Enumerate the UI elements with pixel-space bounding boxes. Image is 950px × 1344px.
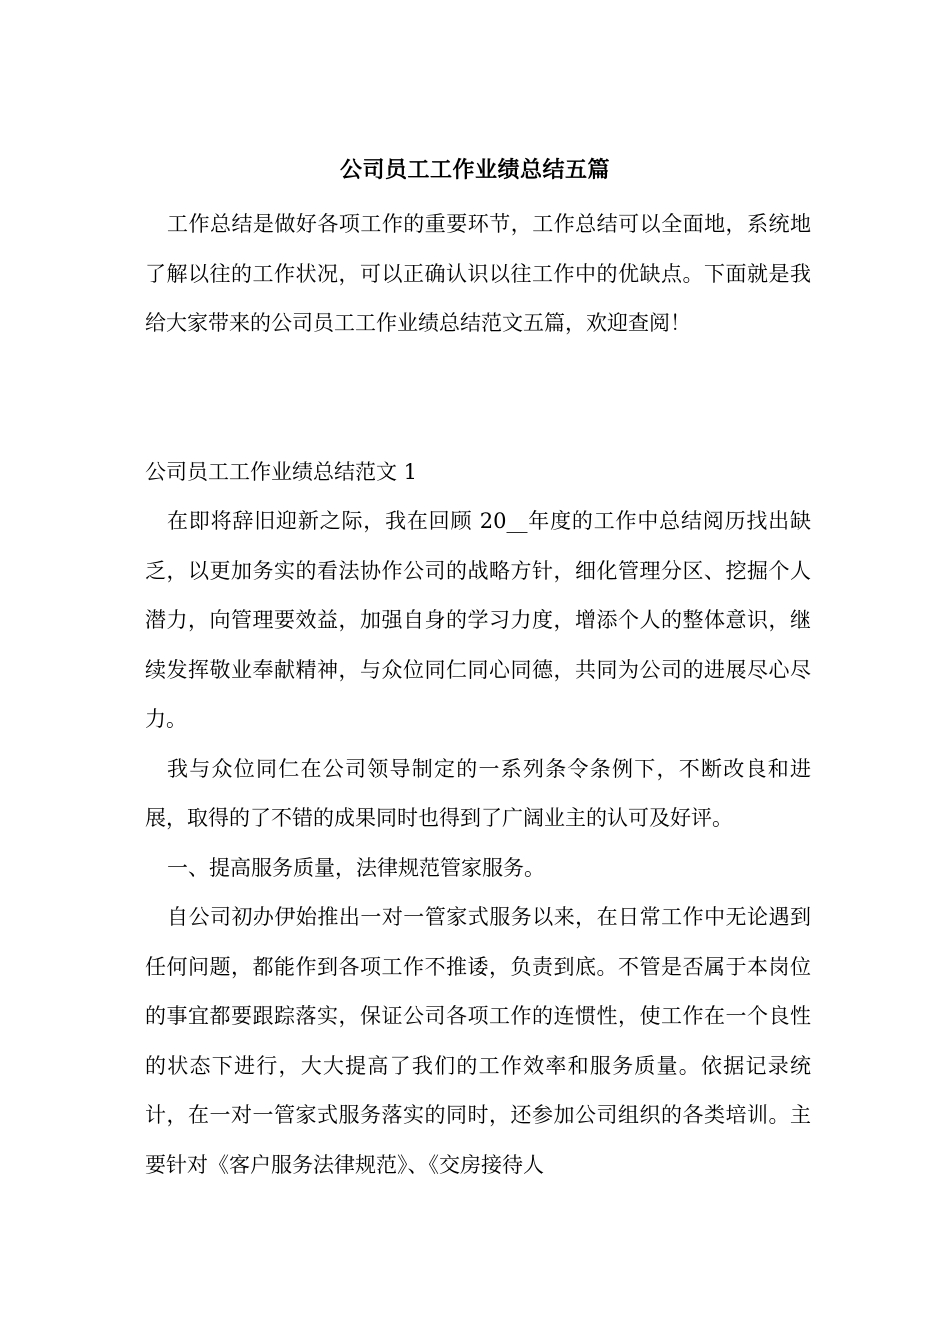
section-heading: 公司员工工作业绩总结范文 1: [145, 460, 418, 484]
intro-paragraph: 工作总结是做好各项工作的重要环节，工作总结可以全面地，系统地了解以往的工作状况，可以正确认识以往工作中的优缺点。下面就是我给大家带来的公司员工工作业绩总结范文五篇，欢迎查阅！: [145, 212, 811, 335]
document-title: 公司员工工作业绩总结五篇: [339, 157, 610, 183]
body-paragraph-2: 我与众位同仁在公司领导制定的一系列条令条例下，不断改良和进展，取得的了不错的成果同时也得到了广阔业主的认可及好评。: [145, 756, 811, 830]
body-paragraph-3: 一、提高服务质量，法律规范管家服务。: [167, 855, 545, 880]
body-paragraph-4: 自公司初办伊始推出一对一管家式服务以来，在日常工作中无论遇到任何问题，都能作到各项工作不推诿，负责到底。不管是否属于本岗位的事宜都要跟踪落实，保证公司各项工作的连惯性，使工作在一个良性的状态下进行，大大提高了我们的工作效率和服务质量。依据记录统计，在一对一管家式服务落实的同时，还参加公司组织的各类培训。主要针对《客户服务法律规范》、《交房接待人: [145, 905, 811, 1177]
body-paragraph-1: 在即将辞旧迎新之际，我在回顾 20__年度的工作中总结阅历找出缺乏，以更加务实的看法协作公司的战略方针，细化管理分区、挖掘个人潜力，向管理要效益，加强自身的学习力度，增添个人的整体意识，继续发挥敬业奉献精神，与众位同仁同心同德，共同为公司的进展尽心尽力。: [145, 509, 811, 731]
section-body: [145, 497, 811, 1190]
